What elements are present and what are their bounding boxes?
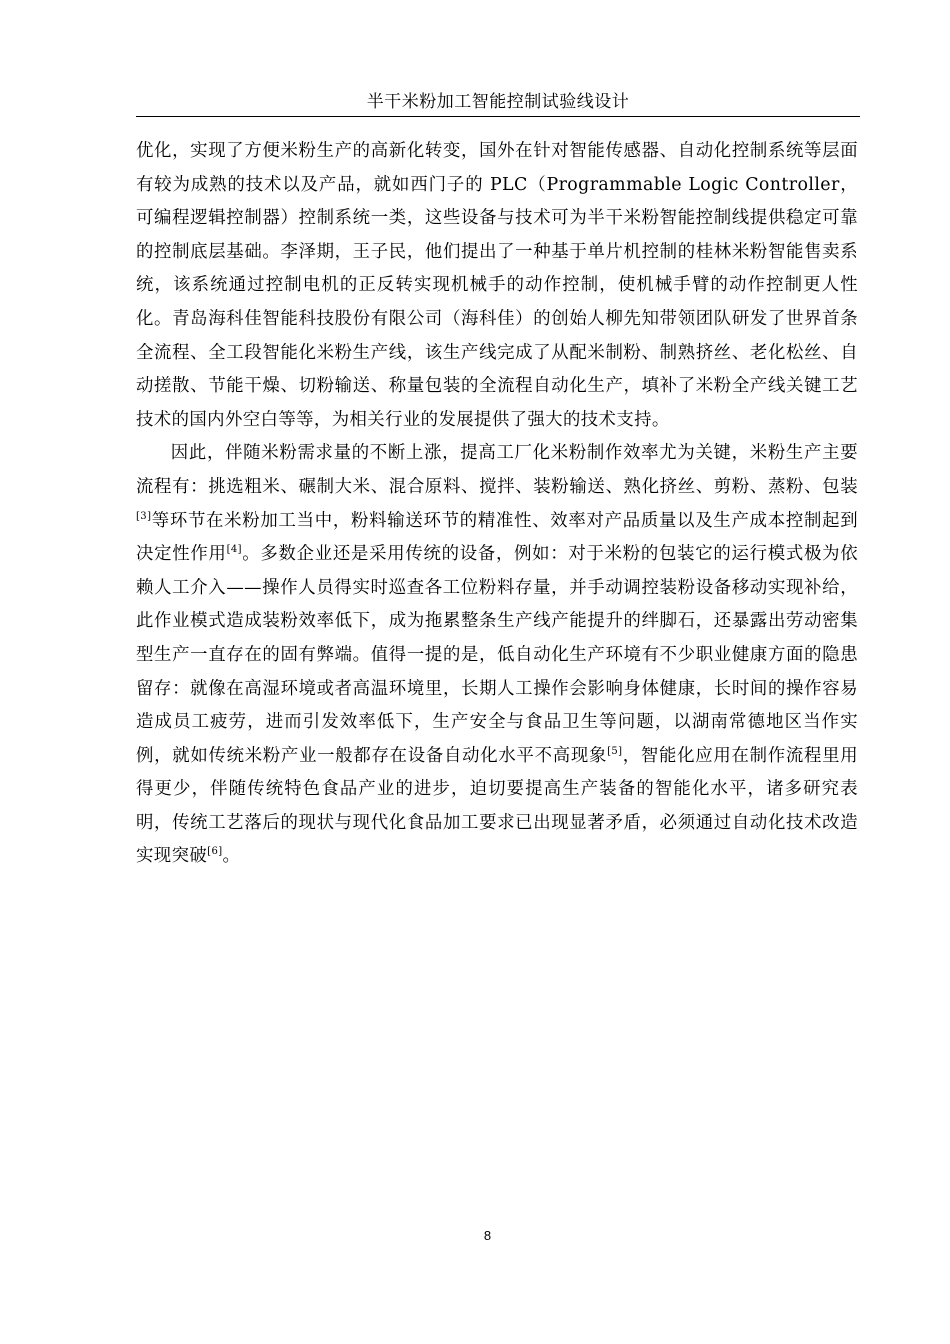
- header-title: 半干米粉加工智能控制试验线设计: [366, 92, 630, 112]
- paragraph-2-text-1: 因此，伴随米粉需求量的不断上涨，提高工厂化米粉制作效率尤为关键，米粉生产主要流程有：挑选粗米、碾制大米、混合原料、搅拌、装粉输送、熟化挤丝、剪粉、蒸粉、包装: [136, 443, 858, 497]
- running-header: [136, 88, 860, 117]
- body-text: [136, 135, 858, 874]
- paragraph-2-text-2: 等环节在米粉加工当中，粉料输送环节的精准性、效率对产品质量以及生产成本控制起到决定性作用: [136, 510, 858, 565]
- paragraph-2-text-5: 。: [222, 846, 241, 867]
- paragraph-1: 优化，实现了方便米粉生产的高新化转变，国外在针对智能传感器、自动化控制系统等层面有较为成熟的技术以及产品，就如西门子的 PLC（Programmable Logic Controller，可编程逻辑控制器）控制系统一类，这些设备与技术可为半干米粉智能控制线提供稳定可靠的控制底层基础。李泽期，王子民，他们提出了一种基于单片机控制的桂林米粉智能售卖系统，该系统通过控制电机的正反转实现机械手的动作控制，使机械手臂的动作控制更人性化。青岛海科佳智能科技股份有限公司（海科佳）的创始人柳先知带领团队研发了世界首条全流程、全工段智能化米粉生产线，该生产线完成了从配米制粉、制熟挤丝、老化松丝、自动搓散、节能干燥、切粉输送、称量包装的全流程自动化生产，填补了米粉全产线关键工艺技术的国内外空白等等，为相关行业的发展提供了强大的技术支持。: [136, 141, 858, 430]
- paragraph-2: [136, 437, 858, 874]
- paragraph-2-text-3: 。多数企业还是采用传统的设备，例如：对于米粉的包装它的运行模式极为依赖人工介入——操作人员得实时巡查各工位粉料存量，并手动调控装粉设备移动实现补给，此作业模式造成装粉效率低下，成为拖累整条生产线产能提升的绊脚石，还暴露出劳动密集型生产一直存在的固有弊端。值得一提的是，低自动化生产环境有不少职业健康方面的隐患留存：就像在高湿环境或者高温环境里，长期人工操作会影响身体健康，长时间的操作容易造成员工疲劳，进而引发效率低下，生产安全与食品卫生等问题，以湖南常德地区当作实例，就如传统米粉产业一般都存在设备自动化水平不高现象: [136, 544, 858, 766]
- citation-5: [5]: [607, 745, 623, 757]
- citation-4: [4]: [226, 544, 242, 556]
- citation-3: [3]: [136, 510, 152, 522]
- paragraph-2-text-4: ，智能化应用在制作流程里用得更少，伴随传统特色食品产业的进步，迫切要提高生产装备的智能化水平，诸多研究表明，传统工艺落后的现状与现代化食品加工要求已出现显著矛盾，必须通过自动化技术改造实现突破: [136, 745, 859, 867]
- citation-6: [6]: [207, 846, 223, 858]
- page-number: 8: [483, 1228, 492, 1243]
